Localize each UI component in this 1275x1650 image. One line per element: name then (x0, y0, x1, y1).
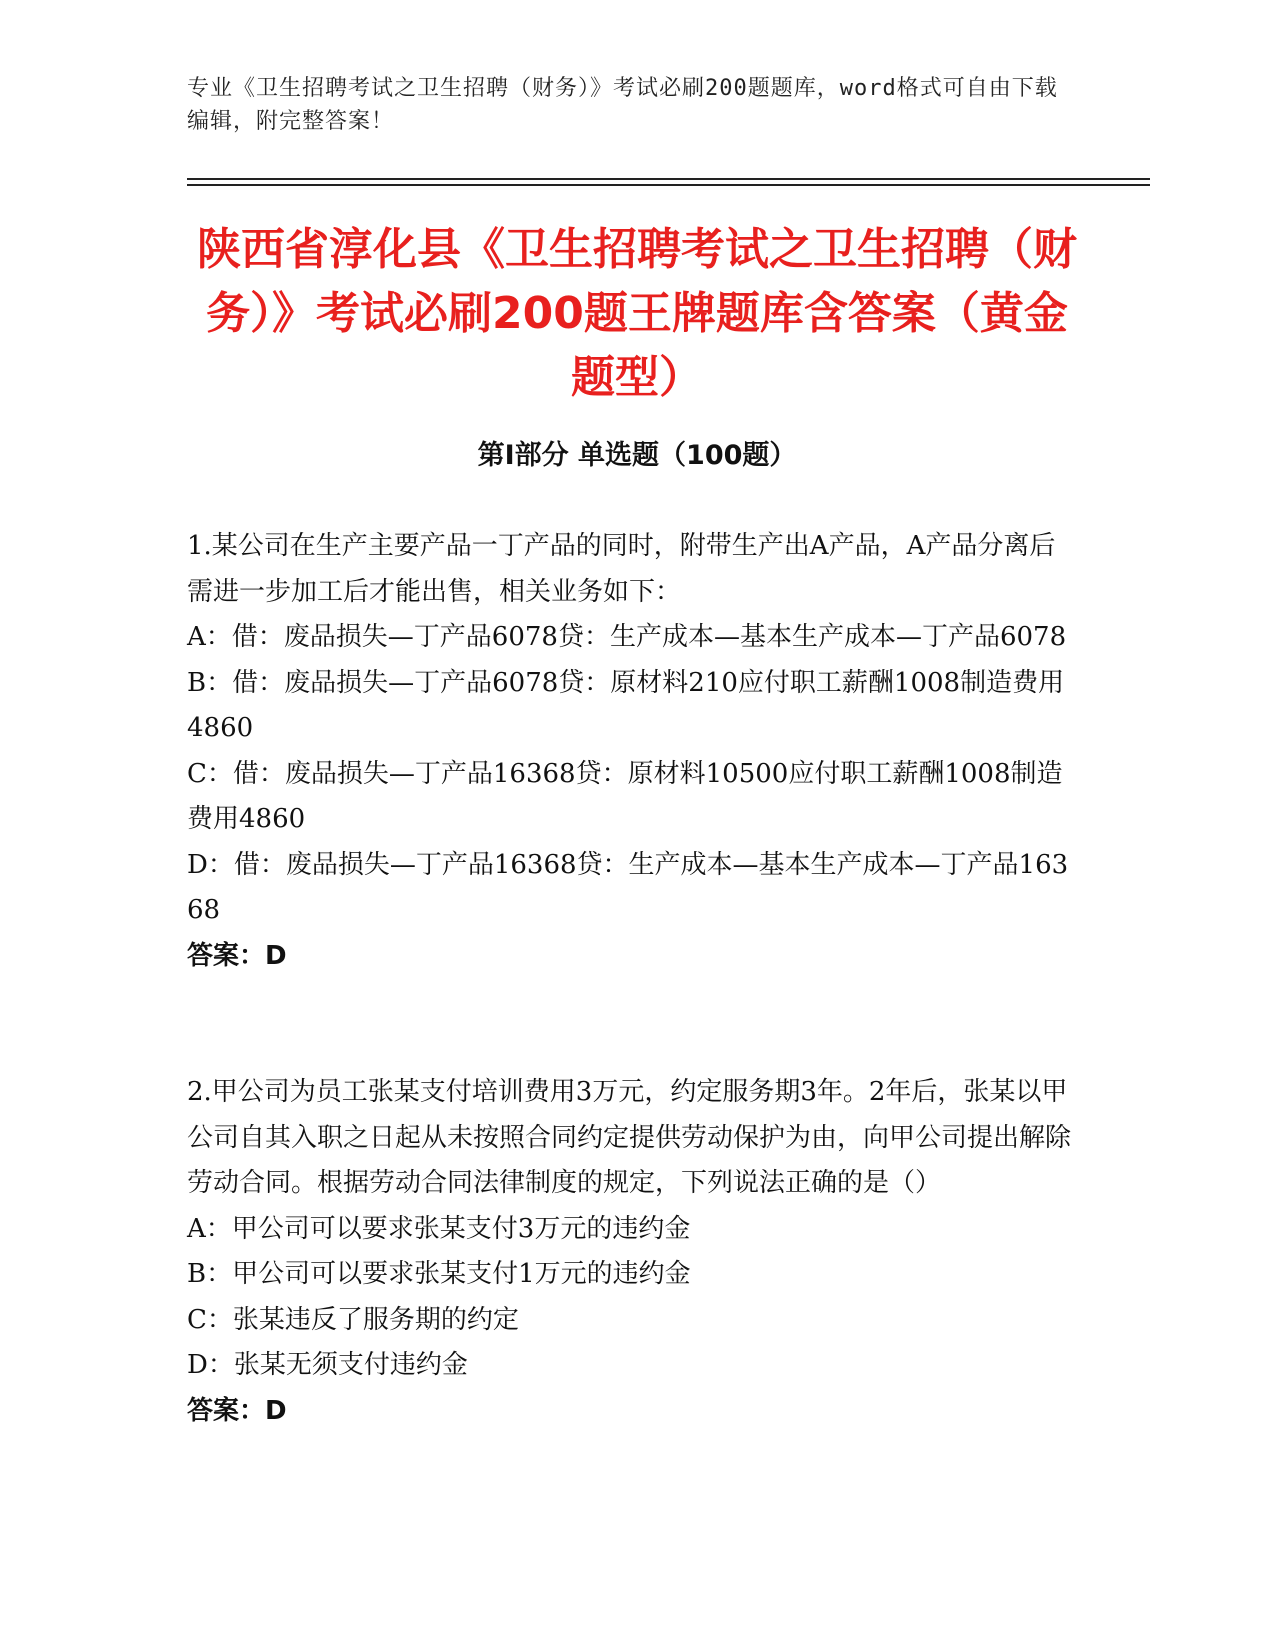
option-c: C：张某违反了服务期的约定 (187, 1304, 519, 1335)
question-stem: 2.甲公司为员工张某支付培训费用3万元，约定服务期3年。2年后，张某以甲公司自其入职之日起从未按照合同约定提供劳动保护为由，向甲公司提出解除劳动合同。根据劳动合同法律制度的规定，下列说法正确的是（） (187, 1077, 1072, 1198)
answer: 答案：D (187, 1395, 287, 1426)
option-d: D：张某无须支付违约金 (187, 1350, 468, 1380)
option-a: A：甲公司可以要求张某支付3万元的违约金 (187, 1213, 691, 1244)
header-note: 专业《卫生招聘考试之卫生招聘（财务）》考试必刷200题题库，word格式可自由下载编辑，附完整答案！ (187, 76, 1058, 134)
header-divider-bottom (187, 184, 1150, 186)
question-2 (187, 1070, 1077, 1434)
question-1 (187, 524, 1077, 979)
option-c: C：借：废品损失—丁产品16368贷：原材料10500应付职工薪酬1008制造费用4860 (187, 758, 1063, 834)
document-title: 陕西省淳化县《卫生招聘考试之卫生招聘（财务）》考试必刷200题王牌题库含答案（黄金题型） (197, 224, 1077, 403)
option-a: A：借：废品损失—丁产品6078贷：生产成本—基本生产成本—丁产品6078 (187, 622, 1067, 652)
option-b: B：甲公司可以要求张某支付1万元的违约金 (187, 1259, 691, 1289)
option-d: D：借：废品损失—丁产品16368贷：生产成本—基本生产成本—丁产品16368 (187, 849, 1069, 925)
answer: 答案：D (187, 940, 287, 971)
header-divider-top (187, 178, 1150, 180)
option-b: B：借：废品损失—丁产品6078贷：原材料210应付职工薪酬1008制造费用4860 (187, 667, 1065, 743)
question-stem: 1.某公司在生产主要产品一丁产品的同时，附带生产出A产品，A产品分离后需进一步加工后才能出售，相关业务如下： (187, 531, 1056, 607)
section-title: 第I部分 单选题（100题） (477, 440, 797, 471)
